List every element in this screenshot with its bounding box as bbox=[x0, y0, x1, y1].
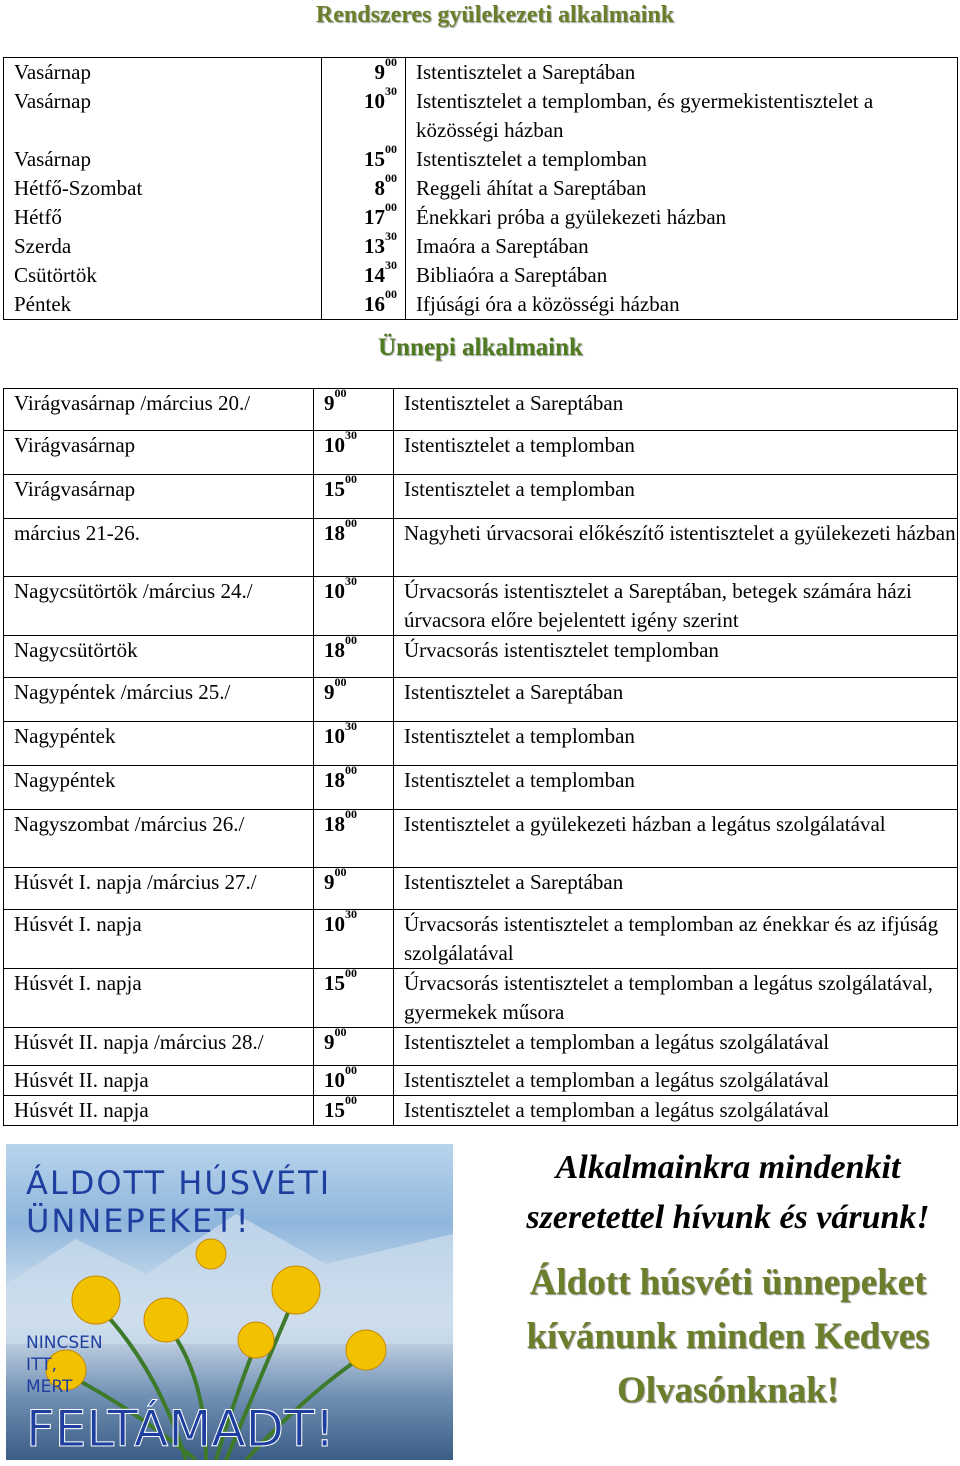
schedule-row bbox=[4, 678, 958, 722]
schedule-day: Péntek bbox=[4, 290, 322, 320]
schedule-day: Nagycsütörtök bbox=[4, 636, 314, 678]
schedule-time bbox=[314, 1063, 394, 1096]
time-minute: 00 bbox=[345, 1093, 357, 1107]
schedule-day: Virágvasárnap bbox=[4, 431, 314, 475]
schedule-time bbox=[314, 428, 394, 475]
invitation-text bbox=[488, 1143, 960, 1243]
time-hour: 15 bbox=[364, 147, 385, 171]
time-minute: 00 bbox=[345, 763, 357, 777]
schedule-day: Húsvét I. napja /március 27./ bbox=[4, 868, 314, 910]
time-minute: 00 bbox=[385, 142, 397, 156]
time-minute: 30 bbox=[345, 428, 357, 442]
image-big-text: FELTÁMADT! bbox=[26, 1400, 335, 1458]
invitation-line-2: szeretettel hívunk és várunk! bbox=[526, 1199, 930, 1236]
image-small-text-1: NINCSEN bbox=[26, 1333, 103, 1353]
schedule-time bbox=[322, 55, 406, 88]
schedule-description: Istentisztelet a Sareptában bbox=[394, 678, 958, 722]
flower-illustration bbox=[6, 1144, 453, 1460]
schedule-day: Húsvét I. napja bbox=[4, 910, 314, 969]
schedule-row bbox=[4, 58, 958, 88]
schedule-description: Istentisztelet a templomban a legátus szolgálatával bbox=[394, 1096, 958, 1126]
schedule-description: Imaóra a Sareptában bbox=[406, 232, 958, 261]
schedule-day: Hétfő bbox=[4, 203, 322, 232]
schedule-row bbox=[4, 475, 958, 519]
schedule-time bbox=[314, 386, 394, 431]
time-minute: 00 bbox=[345, 472, 357, 486]
schedule-time bbox=[314, 516, 394, 577]
schedule-description: Istentisztelet a Sareptában bbox=[406, 58, 958, 88]
time-hour: 10 bbox=[324, 1068, 345, 1092]
schedule-description: Istentisztelet a templomban bbox=[394, 431, 958, 475]
festive-schedule-table bbox=[3, 388, 958, 1126]
schedule-time bbox=[314, 763, 394, 810]
schedule-day: Virágvasárnap /március 20./ bbox=[4, 389, 314, 431]
time-minute: 30 bbox=[385, 258, 397, 272]
schedule-row bbox=[4, 766, 958, 810]
schedule-description: Nagyheti úrvacsorai előkészítő istentisztelet a gyülekezeti házban bbox=[394, 519, 958, 577]
schedule-row bbox=[4, 577, 958, 636]
schedule-time bbox=[322, 258, 406, 290]
schedule-description: Istentisztelet a Sareptában bbox=[394, 389, 958, 431]
image-small-text-2: ITT, bbox=[26, 1355, 57, 1375]
schedule-row bbox=[4, 722, 958, 766]
schedule-row bbox=[4, 810, 958, 868]
schedule-row bbox=[4, 431, 958, 475]
image-text-line-1: ÁLDOTT HÚSVÉTI bbox=[26, 1164, 332, 1202]
schedule-time bbox=[314, 719, 394, 766]
schedule-row bbox=[4, 87, 958, 145]
schedule-description: Istentisztelet a gyülekezeti házban a legátus szolgálatával bbox=[394, 810, 958, 868]
schedule-time bbox=[314, 472, 394, 519]
schedule-time bbox=[314, 675, 394, 722]
easter-blessing bbox=[488, 1256, 960, 1418]
time-minute: 00 bbox=[345, 633, 357, 647]
time-hour: 15 bbox=[324, 1098, 345, 1122]
schedule-day: Húsvét I. napja bbox=[4, 969, 314, 1028]
time-hour: 13 bbox=[364, 234, 385, 258]
schedule-time bbox=[322, 142, 406, 174]
time-hour: 15 bbox=[324, 971, 345, 995]
page-title: Rendszeres gyülekezeti alkalmaink bbox=[315, 2, 675, 28]
schedule-time bbox=[314, 574, 394, 636]
time-hour: 18 bbox=[324, 638, 345, 662]
time-hour: 9 bbox=[324, 1030, 335, 1054]
schedule-row bbox=[4, 203, 958, 232]
time-hour: 10 bbox=[324, 912, 345, 936]
schedule-description: Istentisztelet a templomban a legátus szolgálatával bbox=[394, 1066, 958, 1096]
time-minute: 30 bbox=[345, 719, 357, 733]
schedule-row bbox=[4, 1096, 958, 1126]
schedule-description: Istentisztelet a templomban bbox=[394, 766, 958, 810]
schedule-row bbox=[4, 145, 958, 174]
schedule-time bbox=[314, 865, 394, 910]
schedule-time bbox=[322, 200, 406, 232]
schedule-time bbox=[314, 633, 394, 678]
time-hour: 10 bbox=[364, 89, 385, 113]
time-hour: 9 bbox=[374, 60, 385, 84]
schedule-description: Úrvacsorás istentisztelet templomban bbox=[394, 636, 958, 678]
blessing-line-1: Áldott húsvéti ünnepeket bbox=[529, 1262, 927, 1303]
time-hour: 9 bbox=[324, 391, 335, 415]
schedule-day: Szerda bbox=[4, 232, 322, 261]
time-hour: 9 bbox=[324, 870, 335, 894]
time-minute: 00 bbox=[345, 966, 357, 980]
time-minute: 00 bbox=[334, 865, 347, 879]
schedule-day: Virágvasárnap bbox=[4, 475, 314, 519]
time-hour: 10 bbox=[324, 433, 345, 457]
schedule-day: Vasárnap bbox=[4, 145, 322, 174]
time-hour: 10 bbox=[324, 724, 345, 748]
time-hour: 10 bbox=[324, 579, 345, 603]
schedule-time bbox=[322, 84, 406, 145]
schedule-time bbox=[322, 229, 406, 261]
time-minute: 00 bbox=[385, 55, 397, 69]
schedule-row bbox=[4, 232, 958, 261]
schedule-description: Istentisztelet a templomban bbox=[394, 722, 958, 766]
time-minute: 00 bbox=[345, 516, 357, 530]
schedule-day: Hétfő-Szombat bbox=[4, 174, 322, 203]
time-minute: 00 bbox=[345, 807, 357, 821]
schedule-description: Reggeli áhítat a Sareptában bbox=[406, 174, 958, 203]
schedule-row bbox=[4, 290, 958, 320]
schedule-description: Bibliaóra a Sareptában bbox=[406, 261, 958, 290]
image-text-line-2: ÜNNEPEKET! bbox=[26, 1202, 251, 1240]
schedule-row bbox=[4, 174, 958, 203]
time-minute: 30 bbox=[345, 574, 357, 588]
schedule-day: Húsvét II. napja /március 28./ bbox=[4, 1028, 314, 1066]
time-hour: 17 bbox=[364, 205, 385, 229]
schedule-description: Istentisztelet a templomban a legátus szolgálatával bbox=[394, 1028, 958, 1066]
schedule-time bbox=[314, 907, 394, 969]
schedule-day: március 21-26. bbox=[4, 519, 314, 577]
schedule-row bbox=[4, 519, 958, 577]
time-hour: 16 bbox=[364, 292, 385, 316]
time-hour: 9 bbox=[324, 680, 335, 704]
schedule-row bbox=[4, 1028, 958, 1066]
schedule-day: Nagycsütörtök /március 24./ bbox=[4, 577, 314, 636]
time-hour: 18 bbox=[324, 812, 345, 836]
time-minute: 00 bbox=[334, 1025, 347, 1039]
time-hour: 15 bbox=[324, 477, 345, 501]
time-minute: 00 bbox=[345, 1063, 357, 1077]
schedule-day: Nagypéntek bbox=[4, 766, 314, 810]
schedule-day: Csütörtök bbox=[4, 261, 322, 290]
blessing-line-2: kívánunk minden Kedves bbox=[526, 1316, 930, 1357]
schedule-day: Nagyszombat /március 26./ bbox=[4, 810, 314, 868]
schedule-row bbox=[4, 868, 958, 910]
schedule-description: Istentisztelet a Sareptában bbox=[394, 868, 958, 910]
schedule-row bbox=[4, 261, 958, 290]
schedule-row bbox=[4, 1066, 958, 1096]
schedule-description: Istentisztelet a templomban bbox=[406, 145, 958, 174]
time-minute: 00 bbox=[385, 287, 397, 301]
schedule-day: Húsvét II. napja bbox=[4, 1066, 314, 1096]
time-minute: 30 bbox=[345, 907, 357, 921]
time-minute: 30 bbox=[385, 229, 397, 243]
schedule-day: Vasárnap bbox=[4, 87, 322, 145]
time-minute: 00 bbox=[385, 200, 397, 214]
schedule-row bbox=[4, 910, 958, 969]
schedule-day: Húsvét II. napja bbox=[4, 1096, 314, 1126]
schedule-time bbox=[314, 807, 394, 868]
easter-greeting-image bbox=[6, 1144, 453, 1460]
regular-schedule-table bbox=[3, 57, 958, 320]
invitation-line-1: Alkalmainkra mindenkit bbox=[555, 1149, 901, 1186]
schedule-time bbox=[314, 1025, 394, 1066]
schedule-row bbox=[4, 389, 958, 431]
schedule-time bbox=[314, 1093, 394, 1126]
time-hour: 14 bbox=[364, 263, 385, 287]
time-hour: 18 bbox=[324, 521, 345, 545]
image-small-text-3: MERT bbox=[26, 1377, 73, 1397]
schedule-description: Istentisztelet a templomban, és gyermekistentisztelet a közösségi házban bbox=[406, 87, 958, 145]
time-minute: 00 bbox=[334, 675, 347, 689]
schedule-description: Úrvacsorás istentisztelet a templomban a legátus szolgálatával, gyermekek műsora bbox=[394, 969, 958, 1028]
schedule-time bbox=[314, 966, 394, 1028]
time-minute: 00 bbox=[334, 386, 347, 400]
schedule-row bbox=[4, 636, 958, 678]
schedule-description: Istentisztelet a templomban bbox=[394, 475, 958, 519]
time-minute: 00 bbox=[385, 171, 397, 185]
schedule-description: Énekkari próba a gyülekezeti házban bbox=[406, 203, 958, 232]
schedule-description: Úrvacsorás istentisztelet a templomban az énekkar és az ifjúság szolgálatával bbox=[394, 910, 958, 969]
schedule-time bbox=[322, 287, 406, 320]
time-hour: 18 bbox=[324, 768, 345, 792]
schedule-day: Nagypéntek /március 25./ bbox=[4, 678, 314, 722]
schedule-day: Nagypéntek bbox=[4, 722, 314, 766]
blessing-line-3: Olvasónknak! bbox=[616, 1370, 840, 1411]
schedule-row bbox=[4, 969, 958, 1028]
schedule-day: Vasárnap bbox=[4, 58, 322, 88]
schedule-description: Úrvacsorás istentisztelet a Sareptában, betegek számára házi úrvacsora előre bejelentett igény szerint bbox=[394, 577, 958, 636]
festive-heading: Ünnepi alkalmaink bbox=[378, 334, 583, 361]
schedule-time bbox=[322, 171, 406, 203]
schedule-description: Ifjúsági óra a közösségi házban bbox=[406, 290, 958, 320]
time-minute: 30 bbox=[385, 84, 397, 98]
time-hour: 8 bbox=[374, 176, 385, 200]
